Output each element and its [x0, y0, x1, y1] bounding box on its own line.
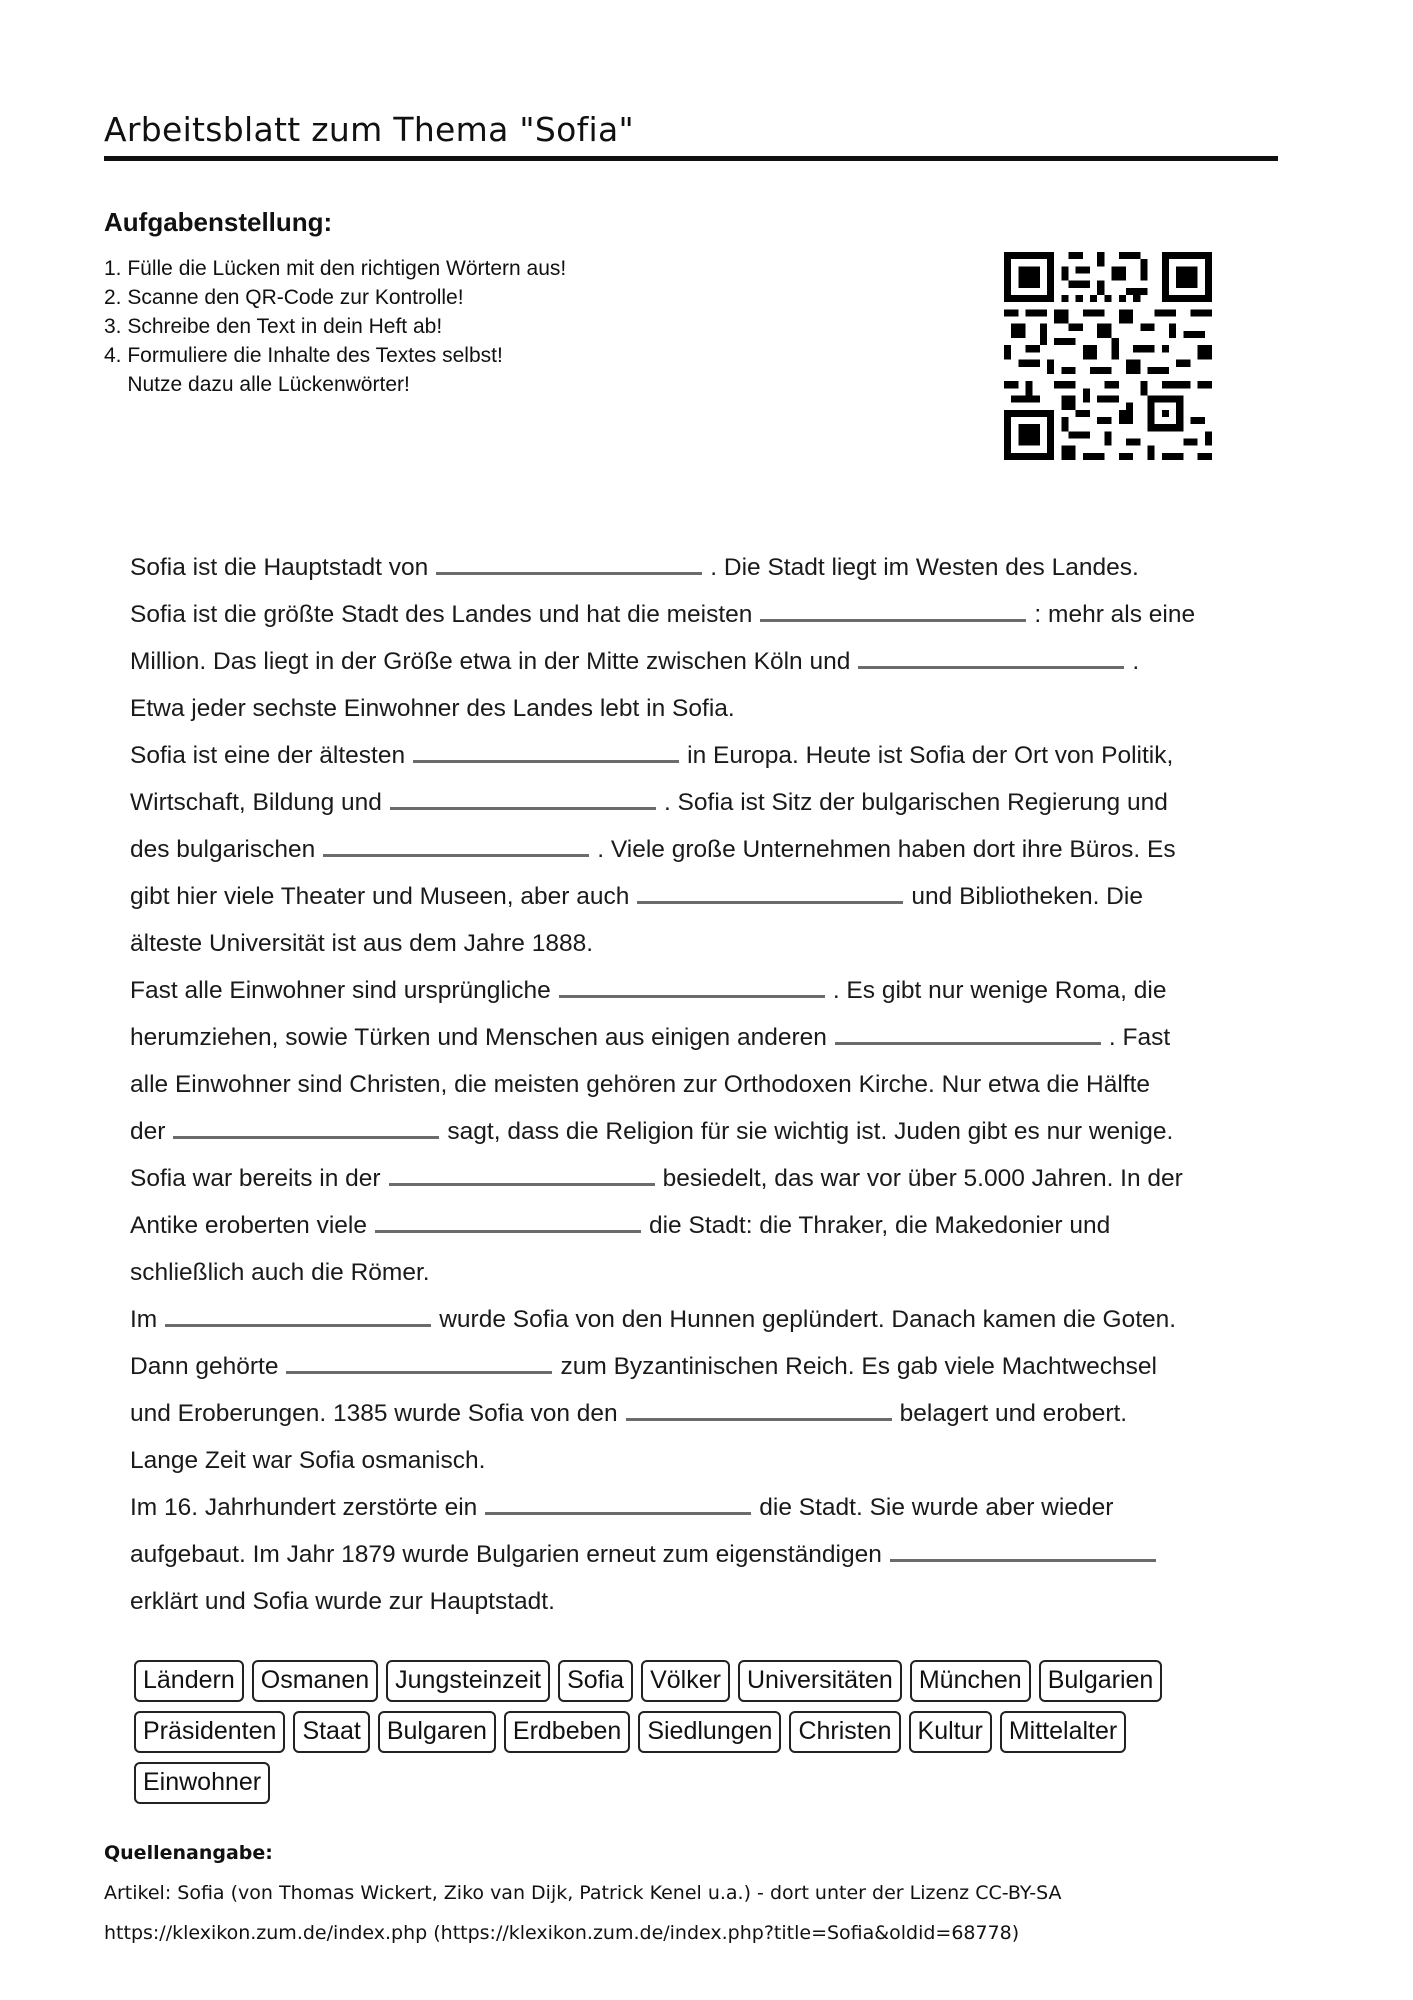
text-line: Wirtschaft, Bildung und . Sofia ist Sitz der bulgarischen Regierung und: [130, 779, 1195, 826]
word-tile[interactable]: Einwohner: [134, 1762, 270, 1804]
blank-field[interactable]: [626, 1396, 892, 1421]
blank-field[interactable]: [375, 1208, 641, 1233]
task-heading: Aufgabenstellung:: [104, 207, 333, 237]
text-line: Im wurde Sofia von den Hunnen geplündert. Danach kamen die Goten.: [130, 1296, 1195, 1343]
source-url: https://klexikon.zum.de/index.php (https://klexikon.zum.de/index.php?title=Sofia&oldid=68778): [104, 1922, 1020, 1944]
blank-field[interactable]: [890, 1537, 1156, 1562]
text-line: Sofia ist eine der ältesten in Europa. Heute ist Sofia der Ort von Politik,: [130, 732, 1195, 779]
title-underline: [104, 156, 1278, 161]
word-tile[interactable]: Kultur: [909, 1711, 992, 1753]
text-line: Dann gehörte zum Byzantinischen Reich. Es gab viele Machtwechsel: [130, 1343, 1195, 1390]
word-tile[interactable]: Universitäten: [738, 1660, 902, 1702]
word-bank: [134, 1660, 1244, 1813]
text-line: herumziehen, sowie Türken und Menschen aus einigen anderen . Fast: [130, 1014, 1195, 1061]
blank-field[interactable]: [858, 644, 1124, 669]
text-line: Sofia ist die größte Stadt des Landes und hat die meisten : mehr als eine: [130, 591, 1195, 638]
blank-field[interactable]: [165, 1302, 431, 1327]
text-line: aufgebaut. Im Jahr 1879 wurde Bulgarien erneut zum eigenständigen: [130, 1531, 1195, 1578]
text-line: gibt hier viele Theater und Museen, aber auch und Bibliotheken. Die: [130, 873, 1195, 920]
word-tile[interactable]: Staat: [293, 1711, 369, 1753]
text-line: Sofia ist die Hauptstadt von . Die Stadt liegt im Westen des Landes.: [130, 544, 1195, 591]
blank-field[interactable]: [835, 1020, 1101, 1045]
word-tile[interactable]: Osmanen: [252, 1660, 378, 1702]
blank-field[interactable]: [637, 879, 903, 904]
blank-field[interactable]: [173, 1114, 439, 1139]
text-line: Fast alle Einwohner sind ursprüngliche . Es gibt nur wenige Roma, die: [130, 967, 1195, 1014]
task-item: 4. Formuliere die Inhalte des Textes selbst!: [104, 344, 503, 367]
word-tile[interactable]: Mittelalter: [1000, 1711, 1126, 1753]
word-tile[interactable]: Jungsteinzeit: [386, 1660, 550, 1702]
text-line: Million. Das liegt in der Größe etwa in der Mitte zwischen Köln und .: [130, 638, 1195, 685]
qr-code-icon: [1004, 252, 1212, 460]
blank-field[interactable]: [760, 597, 1026, 622]
text-line: und Eroberungen. 1385 wurde Sofia von den belagert und erobert.: [130, 1390, 1195, 1437]
text-line: Antike eroberten viele die Stadt: die Thraker, die Makedonier und: [130, 1202, 1195, 1249]
task-item: 1. Fülle die Lücken mit den richtigen Wörtern aus!: [104, 257, 567, 280]
text-line: erklärt und Sofia wurde zur Hauptstadt.: [130, 1588, 555, 1615]
text-line: älteste Universität ist aus dem Jahre 1888.: [130, 930, 594, 957]
blank-field[interactable]: [485, 1490, 751, 1515]
word-tile[interactable]: Ländern: [134, 1660, 244, 1702]
blank-field[interactable]: [286, 1349, 552, 1374]
task-list: [104, 254, 566, 399]
word-tile[interactable]: Völker: [641, 1660, 730, 1702]
text-line: Etwa jeder sechste Einwohner des Landes lebt in Sofia.: [130, 695, 735, 722]
text-line: schließlich auch die Römer.: [130, 1259, 430, 1286]
word-tile[interactable]: Bulgaren: [378, 1711, 496, 1753]
task-item: 3. Schreibe den Text in dein Heft ab!: [104, 315, 443, 338]
text-line: Im 16. Jahrhundert zerstörte ein die Stadt. Sie wurde aber wieder: [130, 1484, 1195, 1531]
blank-field[interactable]: [390, 785, 656, 810]
word-tile[interactable]: München: [910, 1660, 1031, 1702]
source-heading: Quellenangabe:: [104, 1842, 273, 1864]
word-tile[interactable]: Präsidenten: [134, 1711, 285, 1753]
worksheet-title: Arbeitsblatt zum Thema "Sofia": [104, 110, 635, 149]
text-line: des bulgarischen . Viele große Unternehmen haben dort ihre Büros. Es: [130, 826, 1195, 873]
text-line: alle Einwohner sind Christen, die meisten gehören zur Orthodoxen Kirche. Nur etwa die Hälfte: [130, 1071, 1151, 1098]
word-tile[interactable]: Sofia: [558, 1660, 633, 1702]
word-tile[interactable]: Bulgarien: [1039, 1660, 1163, 1702]
blank-field[interactable]: [413, 738, 679, 763]
blank-field[interactable]: [559, 973, 825, 998]
text-line: Sofia war bereits in der besiedelt, das war vor über 5.000 Jahren. In der: [130, 1155, 1195, 1202]
text-line: Lange Zeit war Sofia osmanisch.: [130, 1447, 486, 1474]
text-line: der sagt, dass die Religion für sie wichtig ist. Juden gibt es nur wenige.: [130, 1108, 1195, 1155]
word-tile[interactable]: Erdbeben: [504, 1711, 630, 1753]
task-item: 2. Scanne den QR-Code zur Kontrolle!: [104, 286, 464, 309]
task-item: Nutze dazu alle Lückenwörter!: [104, 373, 410, 396]
blank-field[interactable]: [389, 1161, 655, 1186]
word-tile[interactable]: Christen: [789, 1711, 900, 1753]
blank-field[interactable]: [436, 550, 702, 575]
word-tile[interactable]: Siedlungen: [638, 1711, 781, 1753]
blank-field[interactable]: [323, 832, 589, 857]
cloze-text: [130, 544, 1195, 1625]
source-article: Artikel: Sofia (von Thomas Wickert, Ziko van Dijk, Patrick Kenel u.a.) - dort unter der Lizenz CC-BY-SA: [104, 1882, 1062, 1904]
